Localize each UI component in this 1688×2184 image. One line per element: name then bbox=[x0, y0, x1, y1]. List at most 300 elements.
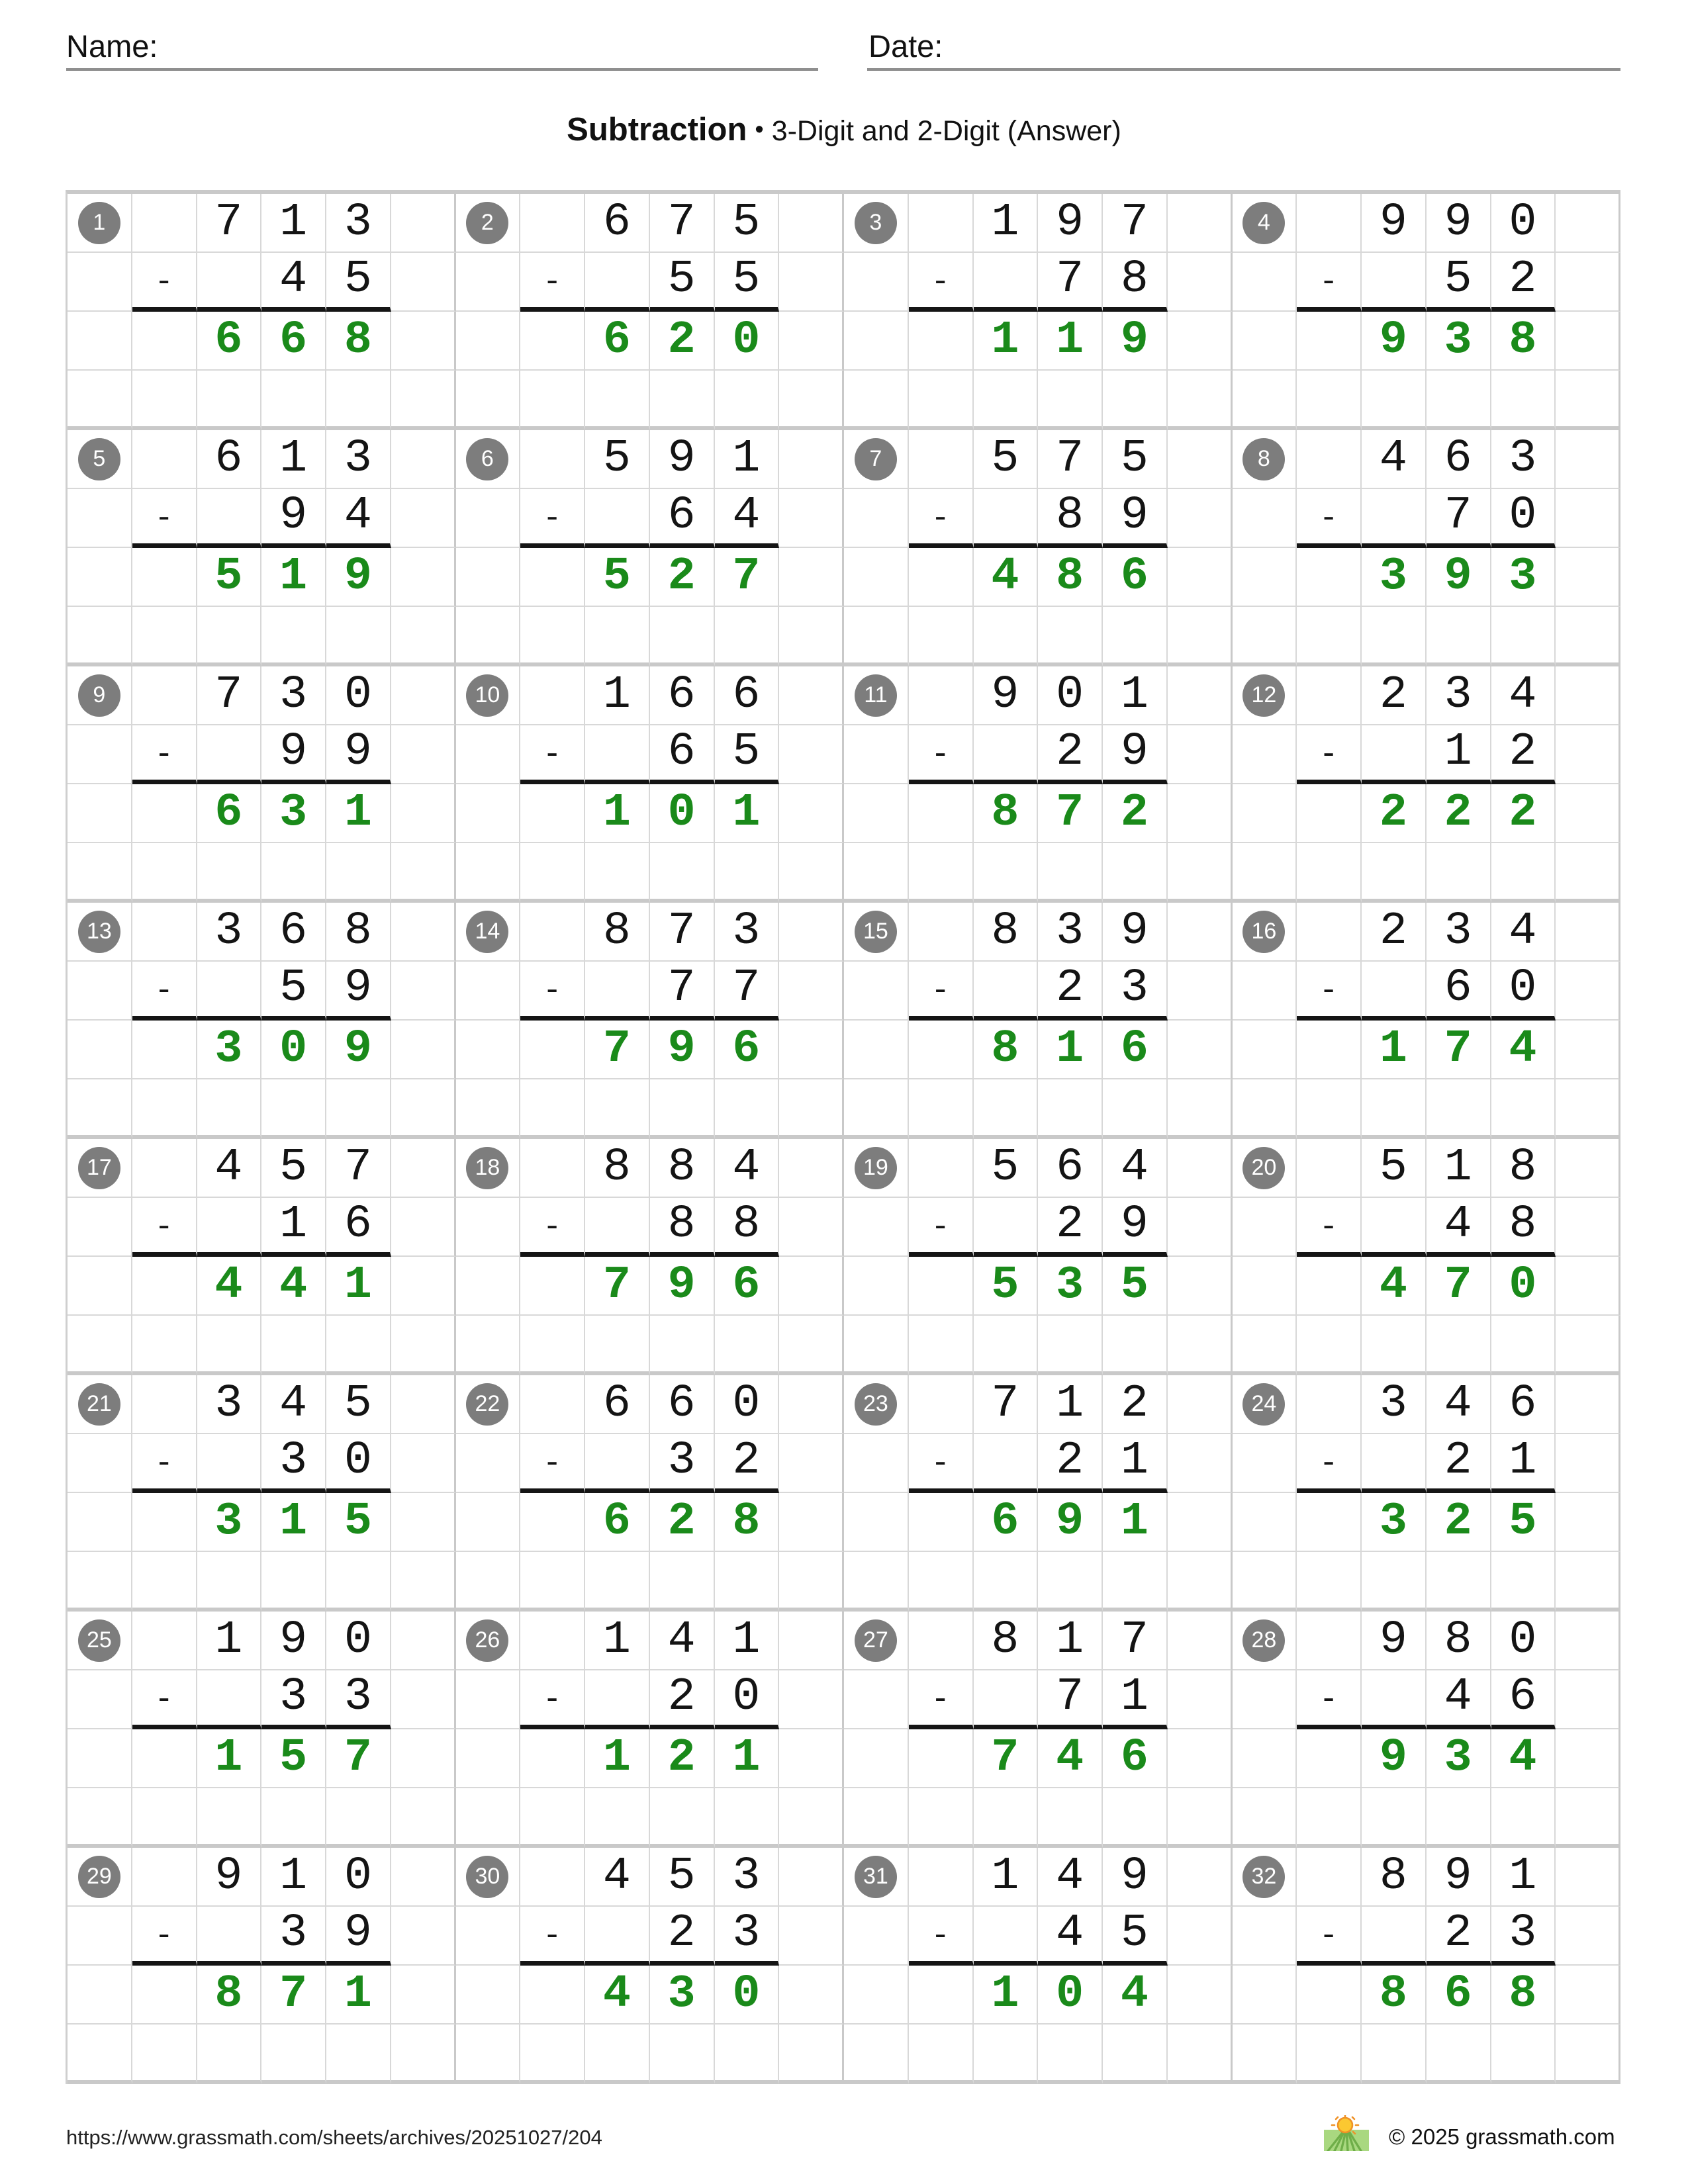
grid-cell bbox=[132, 962, 197, 1021]
answer-digit: 1 bbox=[1056, 1023, 1084, 1075]
grid-cell bbox=[585, 1670, 650, 1729]
problem-number-badge: 31 bbox=[855, 1856, 897, 1898]
answer-digit: 2 bbox=[1444, 786, 1472, 839]
grid-cell bbox=[1233, 1257, 1297, 1316]
problem-number-badge: 10 bbox=[466, 674, 508, 717]
answer-digit: 6 bbox=[214, 786, 243, 839]
grid-cell bbox=[1427, 1848, 1491, 1907]
grid-cell bbox=[1491, 1257, 1556, 1316]
minuend-digit: 9 bbox=[1120, 1850, 1149, 1903]
grid-cell bbox=[1233, 1434, 1297, 1493]
grid-cell bbox=[585, 1907, 650, 1966]
grid-cell bbox=[456, 1848, 521, 1907]
minuend-digit: 3 bbox=[214, 905, 243, 958]
grid-cell bbox=[585, 666, 650, 725]
grid-cell bbox=[585, 489, 650, 548]
grid-cell bbox=[326, 903, 391, 962]
grid-cell bbox=[456, 962, 521, 1021]
grid-cell bbox=[1233, 371, 1297, 430]
answer-digit: 1 bbox=[991, 1968, 1019, 2021]
subtrahend-digit: 4 bbox=[1056, 1907, 1084, 1960]
answer-digit: 3 bbox=[214, 1023, 243, 1075]
grid-cell bbox=[779, 1788, 844, 1848]
grid-cell bbox=[456, 1493, 521, 1552]
subtrahend-digit: 3 bbox=[279, 1671, 308, 1723]
grid-cell bbox=[650, 1848, 715, 1907]
minus-sign: - bbox=[1319, 974, 1338, 1009]
grid-cell bbox=[1362, 1788, 1427, 1848]
grid-cell bbox=[844, 1139, 909, 1198]
grid-cell bbox=[909, 1257, 974, 1316]
grid-cell bbox=[132, 1139, 197, 1198]
minuend-digit: 3 bbox=[732, 905, 761, 958]
grid-cell bbox=[909, 1848, 974, 1907]
minus-sign: - bbox=[542, 737, 562, 773]
grid-cell bbox=[974, 1139, 1039, 1198]
grid-cell bbox=[779, 489, 844, 548]
grid-cell bbox=[1427, 194, 1491, 253]
grid-cell bbox=[909, 1788, 974, 1848]
grid-cell bbox=[391, 1434, 456, 1493]
subtrahend-digit: 5 bbox=[667, 253, 696, 306]
grid-cell bbox=[1362, 1316, 1427, 1375]
answer-digit: 4 bbox=[214, 1259, 243, 1312]
grid-cell bbox=[1556, 1552, 1620, 1612]
grid-cell bbox=[650, 430, 715, 489]
grid-cell bbox=[132, 430, 197, 489]
grid-cell bbox=[197, 843, 262, 903]
grid-cell bbox=[779, 1434, 844, 1493]
grid-cell bbox=[909, 371, 974, 430]
grid-cell bbox=[1233, 253, 1297, 312]
grid-cell bbox=[1038, 1788, 1103, 1848]
grid-cell bbox=[456, 430, 521, 489]
subtrahend-digit: 5 bbox=[279, 962, 308, 1015]
grid-cell bbox=[391, 1079, 456, 1139]
grid-cell bbox=[1297, 312, 1362, 371]
subtrahend-digit: 1 bbox=[1120, 1435, 1149, 1487]
grid-cell bbox=[1233, 1788, 1297, 1848]
grid-cell bbox=[132, 1079, 197, 1139]
grid-cell bbox=[585, 1434, 650, 1493]
subtrahend-digit: 9 bbox=[344, 962, 372, 1015]
minuend-digit: 4 bbox=[1509, 905, 1537, 958]
grid-cell bbox=[1362, 962, 1427, 1021]
grid-cell bbox=[779, 666, 844, 725]
subtrahend-digit: 6 bbox=[667, 726, 696, 778]
grid-cell bbox=[520, 843, 585, 903]
grid-cell bbox=[974, 1257, 1039, 1316]
minuend-digit: 6 bbox=[1056, 1141, 1084, 1194]
grid-cell bbox=[1491, 194, 1556, 253]
grid-cell bbox=[974, 253, 1039, 312]
grid-cell bbox=[1297, 1729, 1362, 1788]
grid-cell bbox=[844, 1729, 909, 1788]
grid-cell bbox=[261, 1552, 326, 1612]
grid-cell bbox=[779, 725, 844, 784]
grid-cell bbox=[326, 430, 391, 489]
grid-cell bbox=[974, 194, 1039, 253]
grid-cell bbox=[68, 1198, 132, 1257]
grid-cell bbox=[1556, 1670, 1620, 1729]
minuend-digit: 3 bbox=[344, 196, 372, 249]
grid-cell bbox=[1556, 2025, 1620, 2084]
grid-cell bbox=[326, 1198, 391, 1257]
grid-cell bbox=[520, 1257, 585, 1316]
subtrahend-digit: 2 bbox=[667, 1671, 696, 1723]
answer-digit: 7 bbox=[602, 1023, 631, 1075]
grid-cell bbox=[1362, 253, 1427, 312]
grid-cell bbox=[1297, 489, 1362, 548]
grid-cell bbox=[844, 548, 909, 607]
grid-cell bbox=[326, 784, 391, 843]
minuend-digit: 5 bbox=[602, 432, 631, 485]
grid-cell bbox=[391, 1257, 456, 1316]
grid-cell bbox=[1491, 1729, 1556, 1788]
grid-cell bbox=[68, 666, 132, 725]
grid-cell bbox=[520, 489, 585, 548]
minuend-digit: 6 bbox=[667, 1377, 696, 1430]
grid-cell bbox=[391, 1552, 456, 1612]
answer-digit: 1 bbox=[991, 314, 1019, 367]
grid-cell bbox=[909, 725, 974, 784]
grid-cell bbox=[68, 962, 132, 1021]
footer-url: https://www.grassmath.com/sheets/archives/20251027/204 bbox=[66, 2126, 602, 2149]
grid-cell bbox=[197, 430, 262, 489]
grid-cell bbox=[520, 1139, 585, 1198]
grid-cell bbox=[520, 548, 585, 607]
grid-cell bbox=[197, 1612, 262, 1670]
grid-cell bbox=[520, 1316, 585, 1375]
grid-cell bbox=[1556, 1966, 1620, 2025]
grid-cell bbox=[197, 1670, 262, 1729]
minuend-digit: 7 bbox=[214, 668, 243, 721]
grid-cell bbox=[456, 1139, 521, 1198]
problem-number-badge: 26 bbox=[466, 1619, 508, 1662]
grid-cell bbox=[391, 312, 456, 371]
grid-cell bbox=[391, 784, 456, 843]
grid-cell bbox=[585, 1375, 650, 1434]
grid-cell bbox=[1556, 1079, 1620, 1139]
grid-cell bbox=[1491, 1493, 1556, 1552]
minus-sign: - bbox=[542, 1682, 562, 1718]
minus-sign: - bbox=[1319, 1210, 1338, 1246]
grid-cell bbox=[1362, 548, 1427, 607]
grid-cell bbox=[715, 962, 780, 1021]
problem-number-badge: 2 bbox=[466, 202, 508, 244]
grid-cell bbox=[1491, 312, 1556, 371]
answer-digit: 1 bbox=[1056, 314, 1084, 367]
grid-cell bbox=[1491, 2025, 1556, 2084]
grid-cell bbox=[779, 1139, 844, 1198]
grid-cell bbox=[1297, 843, 1362, 903]
answer-digit: 6 bbox=[1120, 1023, 1149, 1075]
grid-cell bbox=[1103, 1434, 1168, 1493]
grid-cell bbox=[1427, 1552, 1491, 1612]
grid-cell bbox=[909, 1021, 974, 1079]
grid-cell bbox=[1427, 843, 1491, 903]
answer-digit: 1 bbox=[344, 1259, 372, 1312]
grid-cell bbox=[974, 903, 1039, 962]
answer-digit: 6 bbox=[991, 1495, 1019, 1548]
grid-cell bbox=[132, 1612, 197, 1670]
grid-cell bbox=[1168, 843, 1233, 903]
grid-cell bbox=[261, 194, 326, 253]
grid-cell bbox=[1038, 1848, 1103, 1907]
grid-cell bbox=[261, 1079, 326, 1139]
grid-cell bbox=[779, 1848, 844, 1907]
grid-cell bbox=[456, 607, 521, 666]
minus-sign: - bbox=[542, 265, 562, 300]
answer-digit: 5 bbox=[344, 1495, 372, 1548]
grid-cell bbox=[197, 962, 262, 1021]
grid-cell bbox=[779, 1021, 844, 1079]
grid-cell bbox=[456, 666, 521, 725]
grid-cell bbox=[715, 1612, 780, 1670]
minuend-digit: 0 bbox=[732, 1377, 761, 1430]
grid-cell bbox=[132, 1966, 197, 2025]
grid-cell bbox=[909, 1729, 974, 1788]
grid-cell bbox=[1427, 1493, 1491, 1552]
minuend-digit: 6 bbox=[1509, 1377, 1537, 1430]
answer-digit: 8 bbox=[1379, 1968, 1407, 2021]
grid-cell bbox=[1297, 2025, 1362, 2084]
grid-cell bbox=[1556, 1198, 1620, 1257]
minuend-digit: 5 bbox=[991, 432, 1019, 485]
date-label: Date: bbox=[868, 28, 943, 64]
grid-cell bbox=[1233, 1907, 1297, 1966]
grid-cell bbox=[1168, 962, 1233, 1021]
minuend-digit: 2 bbox=[1120, 1377, 1149, 1430]
grid-cell bbox=[1362, 1612, 1427, 1670]
grid-cell bbox=[844, 903, 909, 962]
problem-number-badge: 15 bbox=[855, 911, 897, 953]
grid-cell bbox=[715, 1139, 780, 1198]
subtrahend-digit: 6 bbox=[1509, 1671, 1537, 1723]
grid-cell bbox=[779, 607, 844, 666]
grid-cell bbox=[197, 725, 262, 784]
answer-digit: 8 bbox=[732, 1495, 761, 1548]
answer-digit: 8 bbox=[214, 1968, 243, 2021]
grid-cell bbox=[779, 253, 844, 312]
problem-number-badge: 21 bbox=[78, 1383, 120, 1426]
answer-digit: 9 bbox=[344, 1023, 372, 1075]
grid-cell bbox=[1427, 962, 1491, 1021]
grid-cell bbox=[715, 1493, 780, 1552]
grid-cell bbox=[1491, 962, 1556, 1021]
grid-cell bbox=[197, 253, 262, 312]
grid-cell bbox=[520, 1375, 585, 1434]
grid-cell bbox=[1233, 1021, 1297, 1079]
grid-cell bbox=[326, 1670, 391, 1729]
grid-cell bbox=[1038, 2025, 1103, 2084]
grid-cell bbox=[585, 1729, 650, 1788]
grid-cell bbox=[779, 784, 844, 843]
problem-number-badge: 16 bbox=[1243, 911, 1285, 953]
minus-sign: - bbox=[154, 1919, 174, 1954]
grid-cell bbox=[1556, 430, 1620, 489]
minuend-digit: 3 bbox=[214, 1377, 243, 1430]
minus-sign: - bbox=[1319, 737, 1338, 773]
grid-cell bbox=[650, 1434, 715, 1493]
grid-cell bbox=[1233, 1612, 1297, 1670]
minuend-digit: 5 bbox=[991, 1141, 1019, 1194]
minuend-digit: 7 bbox=[1120, 196, 1149, 249]
grid-cell bbox=[1491, 1612, 1556, 1670]
grid-cell bbox=[261, 1257, 326, 1316]
answer-digit: 2 bbox=[667, 314, 696, 367]
grid-cell bbox=[779, 1316, 844, 1375]
grid-cell bbox=[1556, 489, 1620, 548]
grid-cell bbox=[1168, 784, 1233, 843]
grid-cell bbox=[1297, 1966, 1362, 2025]
grid-cell bbox=[715, 607, 780, 666]
answer-digit: 1 bbox=[214, 1731, 243, 1784]
grid-cell bbox=[844, 1257, 909, 1316]
grid-cell bbox=[909, 194, 974, 253]
grid-cell bbox=[909, 1552, 974, 1612]
answer-digit: 5 bbox=[1120, 1259, 1149, 1312]
grid-cell bbox=[391, 371, 456, 430]
grid-cell bbox=[1491, 1079, 1556, 1139]
grid-cell bbox=[456, 784, 521, 843]
grid-cell bbox=[844, 371, 909, 430]
grid-cell bbox=[68, 1434, 132, 1493]
grid-cell bbox=[326, 2025, 391, 2084]
minuend-digit: 4 bbox=[1444, 1377, 1472, 1430]
minus-sign: - bbox=[542, 1446, 562, 1482]
answer-digit: 6 bbox=[732, 1023, 761, 1075]
minuend-digit: 1 bbox=[1056, 1377, 1084, 1430]
minuend-digit: 5 bbox=[667, 1850, 696, 1903]
subtrahend-digit: 9 bbox=[344, 726, 372, 778]
minuend-digit: 2 bbox=[1379, 668, 1407, 721]
answer-digit: 3 bbox=[214, 1495, 243, 1548]
grid-cell bbox=[391, 489, 456, 548]
grid-cell bbox=[1491, 1907, 1556, 1966]
minuend-digit: 8 bbox=[344, 905, 372, 958]
grid-cell bbox=[974, 1612, 1039, 1670]
answer-digit: 1 bbox=[732, 786, 761, 839]
grid-cell bbox=[1103, 1788, 1168, 1848]
grid-cell bbox=[1427, 666, 1491, 725]
grid-cell bbox=[1168, 1670, 1233, 1729]
grid-cell bbox=[1491, 548, 1556, 607]
minuend-digit: 7 bbox=[991, 1377, 1019, 1430]
grid-cell bbox=[909, 489, 974, 548]
answer-digit: 3 bbox=[1379, 1495, 1407, 1548]
grid-cell bbox=[974, 1021, 1039, 1079]
grid-cell bbox=[326, 253, 391, 312]
grid-cell bbox=[1556, 1729, 1620, 1788]
answer-digit: 6 bbox=[1120, 1731, 1149, 1784]
grid-cell bbox=[132, 1670, 197, 1729]
grid-cell bbox=[326, 666, 391, 725]
grid-cell bbox=[650, 1907, 715, 1966]
grid-cell bbox=[1038, 1139, 1103, 1198]
grid-cell bbox=[909, 1907, 974, 1966]
grid-cell bbox=[68, 843, 132, 903]
grid-cell bbox=[132, 489, 197, 548]
answer-digit: 6 bbox=[602, 314, 631, 367]
minuend-digit: 6 bbox=[602, 196, 631, 249]
grid-cell bbox=[650, 1788, 715, 1848]
grid-cell bbox=[585, 430, 650, 489]
grid-cell bbox=[197, 1198, 262, 1257]
subtrahend-digit: 4 bbox=[1444, 1671, 1472, 1723]
grid-cell bbox=[197, 1907, 262, 1966]
subtrahend-digit: 9 bbox=[344, 1907, 372, 1960]
grid-cell bbox=[1297, 1434, 1362, 1493]
grid-cell bbox=[1427, 1729, 1491, 1788]
grid-cell bbox=[1297, 1257, 1362, 1316]
grid-cell bbox=[1103, 430, 1168, 489]
grid-cell bbox=[844, 253, 909, 312]
grid-cell bbox=[68, 1907, 132, 1966]
grid-cell bbox=[779, 1670, 844, 1729]
grid-cell bbox=[650, 1375, 715, 1434]
answer-digit: 6 bbox=[214, 314, 243, 367]
grid-cell bbox=[68, 1079, 132, 1139]
grid-cell bbox=[1233, 1670, 1297, 1729]
grid-cell bbox=[261, 253, 326, 312]
grid-cell bbox=[261, 784, 326, 843]
grid-cell bbox=[1038, 1375, 1103, 1434]
grid-cell bbox=[1103, 1139, 1168, 1198]
grid-cell bbox=[1297, 1198, 1362, 1257]
grid-cell bbox=[650, 1257, 715, 1316]
grid-cell bbox=[1103, 489, 1168, 548]
grid-cell bbox=[1556, 1907, 1620, 1966]
grid-cell bbox=[261, 903, 326, 962]
minuend-digit: 7 bbox=[667, 196, 696, 249]
minus-sign: - bbox=[154, 974, 174, 1009]
answer-digit: 9 bbox=[1120, 314, 1149, 367]
grid-cell bbox=[1233, 607, 1297, 666]
grid-cell bbox=[585, 903, 650, 962]
grid-cell bbox=[261, 666, 326, 725]
grid-cell bbox=[650, 666, 715, 725]
grid-cell bbox=[715, 903, 780, 962]
grid-cell bbox=[650, 1612, 715, 1670]
grid-cell bbox=[520, 903, 585, 962]
grid-cell bbox=[1297, 194, 1362, 253]
minuend-digit: 7 bbox=[344, 1141, 372, 1194]
grid-cell bbox=[1297, 962, 1362, 1021]
grid-cell bbox=[456, 253, 521, 312]
grid-cell bbox=[715, 1848, 780, 1907]
grid-cell bbox=[1233, 725, 1297, 784]
minuend-digit: 9 bbox=[667, 432, 696, 485]
answer-digit: 9 bbox=[667, 1023, 696, 1075]
grid-cell bbox=[1168, 1198, 1233, 1257]
grid-cell bbox=[779, 843, 844, 903]
grid-cell bbox=[715, 194, 780, 253]
grid-cell bbox=[68, 1788, 132, 1848]
grid-cell bbox=[1362, 1139, 1427, 1198]
grid-cell bbox=[1427, 725, 1491, 784]
grid-cell bbox=[779, 1966, 844, 2025]
grid-cell bbox=[974, 2025, 1039, 2084]
answer-digit: 4 bbox=[991, 550, 1019, 603]
grid-cell bbox=[844, 666, 909, 725]
subtrahend-digit: 1 bbox=[279, 1199, 308, 1251]
grid-cell bbox=[391, 1198, 456, 1257]
grid-cell bbox=[844, 2025, 909, 2084]
subtrahend-digit: 4 bbox=[1444, 1199, 1472, 1251]
grid-cell bbox=[326, 1552, 391, 1612]
minuend-digit: 2 bbox=[1379, 905, 1407, 958]
